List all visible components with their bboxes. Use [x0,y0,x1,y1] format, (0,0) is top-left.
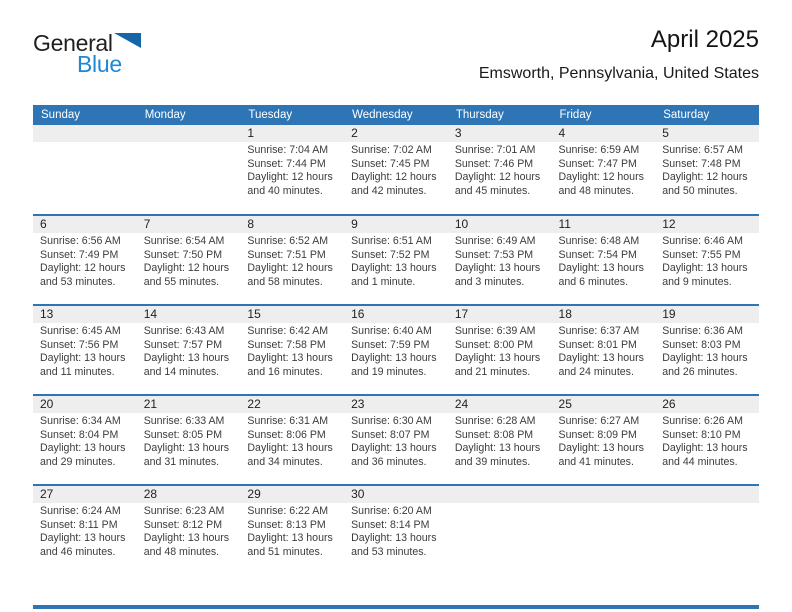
day-number: 9 [351,217,358,231]
day-number: 16 [351,307,365,321]
general-blue-logo [33,30,141,78]
daylight-text-line1: Daylight: 13 hours [662,352,748,365]
day-cell-9 [344,215,448,305]
week-row-3 [33,305,759,395]
daylight-text-line1: Daylight: 13 hours [247,352,333,365]
day-cell-13 [33,305,137,395]
sunrise-text: Sunrise: 6:52 AM [247,235,329,247]
day-number: 25 [558,397,572,411]
day-number-strip [33,486,137,503]
daylight-text-line2: and 34 minutes. [247,455,323,468]
sunset-text: Sunset: 7:51 PM [247,248,326,261]
sunrise-text: Sunrise: 6:26 AM [662,415,743,427]
day-details [240,503,344,559]
daylight-text-line1: Daylight: 12 hours [558,171,644,184]
day-cell-19 [655,305,759,395]
sunset-text: Sunset: 8:01 PM [558,338,637,351]
daylight-text-line1: Daylight: 13 hours [143,442,230,455]
day-number-strip [344,486,448,503]
day-number-strip [655,396,759,413]
day-number: 10 [454,217,469,231]
daylight-text-line1: Daylight: 12 hours [143,262,230,275]
daylight-text-line1: Daylight: 12 hours [662,171,748,184]
sunrise-text: Sunrise: 6:33 AM [143,415,225,427]
day-number-strip [240,486,344,503]
sunrise-text: Sunrise: 6:42 AM [247,325,329,337]
weekday-header-monday: Monday [137,105,241,125]
sunset-text: Sunset: 8:11 PM [40,518,118,531]
day-details [655,413,759,469]
page-title: April 2025 [650,26,759,53]
day-cell-28 [137,485,241,575]
weekday-header-row [33,105,759,125]
sunrise-text: Sunrise: 6:46 AM [662,235,743,247]
day-cell-29 [240,485,344,575]
day-details [448,323,552,379]
sunrise-text: Sunrise: 6:20 AM [351,505,432,517]
weekday-header-thursday: Thursday [448,105,552,125]
sunrise-text: Sunrise: 7:01 AM [454,144,536,156]
daylight-text-line1: Daylight: 13 hours [351,532,437,545]
day-cell-17 [448,305,552,395]
day-cell-7 [137,215,241,305]
week-row-2 [33,215,759,305]
day-details [33,323,137,379]
sunrise-text: Sunrise: 6:36 AM [662,325,743,337]
daylight-text-line1: Daylight: 12 hours [247,171,333,184]
daylight-text-line2: and 53 minutes. [351,545,427,558]
day-number-strip [552,125,656,142]
day-number-strip [344,125,448,142]
day-number-strip [344,306,448,323]
sunset-text: Sunset: 7:45 PM [351,157,430,170]
day-number-strip [448,125,552,142]
daylight-text-line2: and 41 minutes. [558,455,634,468]
sunrise-text: Sunrise: 6:56 AM [40,235,121,247]
day-number: 15 [247,307,261,321]
day-number-strip [33,125,137,142]
sunrise-text: Sunrise: 6:49 AM [454,235,536,247]
daylight-text-line2: and 48 minutes. [558,184,634,197]
sunrise-text: Sunrise: 7:04 AM [247,144,329,156]
day-number-strip [137,486,241,503]
day-number-strip [137,216,241,233]
day-number: 19 [662,307,676,321]
day-details [552,142,656,198]
sunset-text: Sunset: 7:54 PM [558,248,637,261]
sunset-text: Sunset: 8:09 PM [558,428,637,441]
daylight-text-line1: Daylight: 13 hours [454,262,541,275]
daylight-text-line2: and 46 minutes. [40,545,116,558]
sunset-text: Sunset: 8:08 PM [454,428,534,441]
page-header [33,26,759,98]
day-number: 7 [143,217,151,231]
sunset-text: Sunset: 7:47 PM [558,157,637,170]
day-details [655,142,759,198]
daylight-text-line1: Daylight: 13 hours [40,352,126,365]
day-details [655,233,759,289]
day-number-strip [137,125,241,142]
sunset-text: Sunset: 8:10 PM [662,428,741,441]
daylight-text-line2: and 48 minutes. [143,545,220,558]
day-details [448,233,552,289]
daylight-text-line2: and 36 minutes. [351,455,427,468]
empty-day-cell [137,125,241,215]
sunset-text: Sunset: 7:55 PM [662,248,741,261]
weekday-header-saturday: Saturday [655,105,759,125]
day-number: 14 [143,307,158,321]
day-number-strip [552,486,656,503]
daylight-text-line1: Daylight: 13 hours [662,262,748,275]
day-cell-27 [33,485,137,575]
day-details [240,323,344,379]
day-details [552,413,656,469]
week-row-5 [33,485,759,575]
day-cell-18 [552,305,656,395]
day-cell-5 [655,125,759,215]
sunrise-text: Sunrise: 7:02 AM [351,144,432,156]
sunset-text: Sunset: 7:56 PM [40,338,119,351]
calendar-body [33,125,759,575]
day-number: 13 [40,307,54,321]
daylight-text-line2: and 29 minutes. [40,455,116,468]
daylight-text-line2: and 6 minutes. [558,275,629,288]
empty-day-cell [655,485,759,575]
daylight-text-line2: and 50 minutes. [662,184,738,197]
sunset-text: Sunset: 7:49 PM [40,248,119,261]
daylight-text-line2: and 44 minutes. [662,455,738,468]
week-row-1 [33,125,759,215]
daylight-text-line1: Daylight: 13 hours [40,442,126,455]
sunset-text: Sunset: 8:00 PM [454,338,534,351]
day-number-strip [240,216,344,233]
day-number-strip [344,216,448,233]
calendar-table [33,105,759,575]
day-cell-25 [552,395,656,485]
sunrise-text: Sunrise: 6:24 AM [40,505,121,517]
day-number-strip [448,306,552,323]
day-cell-3 [448,125,552,215]
sunrise-text: Sunrise: 6:40 AM [351,325,432,337]
day-cell-11 [552,215,656,305]
daylight-text-line1: Daylight: 13 hours [351,352,437,365]
day-details [344,503,448,559]
sunset-text: Sunset: 7:53 PM [454,248,534,261]
day-number-strip [240,396,344,413]
logo-triangle-icon [114,33,141,53]
daylight-text-line2: and 40 minutes. [247,184,323,197]
daylight-text-line1: Daylight: 13 hours [454,442,541,455]
day-number-strip [137,306,241,323]
daylight-text-line2: and 21 minutes. [454,365,531,378]
daylight-text-line1: Daylight: 13 hours [247,442,333,455]
day-number: 22 [247,397,261,411]
day-details [448,142,552,198]
sunrise-text: Sunrise: 6:23 AM [143,505,225,517]
sunrise-text: Sunrise: 6:28 AM [454,415,536,427]
day-number-strip [448,216,552,233]
sunrise-text: Sunrise: 6:37 AM [558,325,640,337]
day-cell-4 [552,125,656,215]
sunset-text: Sunset: 7:50 PM [143,248,223,261]
day-number: 24 [454,397,469,411]
daylight-text-line2: and 26 minutes. [662,365,738,378]
daylight-text-line2: and 16 minutes. [247,365,323,378]
sunset-text: Sunset: 7:57 PM [143,338,223,351]
day-number-strip [552,396,656,413]
day-number-strip [655,216,759,233]
day-number-strip [552,306,656,323]
daylight-text-line1: Daylight: 12 hours [454,171,541,184]
day-cell-20 [33,395,137,485]
day-details [240,413,344,469]
daylight-text-line2: and 11 minutes. [40,365,115,378]
day-details [552,233,656,289]
sunrise-text: Sunrise: 6:43 AM [143,325,225,337]
daylight-text-line1: Daylight: 13 hours [351,442,437,455]
day-details [137,233,241,289]
daylight-text-line1: Daylight: 13 hours [558,442,644,455]
day-cell-10 [448,215,552,305]
day-cell-8 [240,215,344,305]
sunrise-text: Sunrise: 6:51 AM [351,235,432,247]
daylight-text-line1: Daylight: 13 hours [40,532,126,545]
day-cell-23 [344,395,448,485]
day-number-strip [655,306,759,323]
daylight-text-line2: and 53 minutes. [40,275,116,288]
day-details [344,142,448,198]
day-number: 5 [662,126,669,140]
day-number-strip [137,396,241,413]
daylight-text-line2: and 42 minutes. [351,184,427,197]
sunset-text: Sunset: 8:12 PM [143,518,223,531]
day-cell-26 [655,395,759,485]
day-cell-16 [344,305,448,395]
sunset-text: Sunset: 8:07 PM [351,428,430,441]
sunset-text: Sunset: 8:06 PM [247,428,326,441]
day-details [655,323,759,379]
day-number: 30 [351,487,365,501]
sunset-text: Sunset: 7:48 PM [662,157,741,170]
day-number-strip [552,216,656,233]
sunrise-text: Sunrise: 6:57 AM [662,144,743,156]
day-details [344,323,448,379]
sunrise-text: Sunrise: 6:27 AM [558,415,640,427]
day-number: 1 [247,126,255,140]
daylight-text-line2: and 39 minutes. [454,455,531,468]
day-number: 12 [662,217,676,231]
day-number-strip [240,306,344,323]
day-details [137,503,241,559]
day-cell-2 [344,125,448,215]
day-cell-1 [240,125,344,215]
day-number: 11 [558,217,571,231]
sunrise-text: Sunrise: 6:48 AM [558,235,640,247]
empty-day-cell [552,485,656,575]
sunrise-text: Sunrise: 6:30 AM [351,415,432,427]
day-number-strip [33,396,137,413]
logo-text-blue: Blue [77,51,122,77]
sunrise-text: Sunrise: 6:59 AM [558,144,640,156]
sunrise-text: Sunrise: 6:54 AM [143,235,225,247]
day-number-strip [344,396,448,413]
day-number-strip [655,125,759,142]
day-details [33,233,137,289]
day-number: 27 [40,487,54,501]
day-cell-6 [33,215,137,305]
day-details [344,413,448,469]
day-number: 3 [454,126,462,140]
daylight-text-line2: and 58 minutes. [247,275,323,288]
daylight-text-line1: Daylight: 12 hours [40,262,126,275]
day-details [33,503,137,559]
daylight-text-line2: and 1 minute. [351,275,416,288]
location-subtitle: Emsworth, Pennsylvania, United States [478,65,759,82]
week-row-4 [33,395,759,485]
weekday-header-friday: Friday [552,105,656,125]
logo-text-general: General [33,30,113,56]
day-cell-15 [240,305,344,395]
title-block [479,26,759,83]
day-number: 4 [558,126,566,140]
daylight-text-line1: Daylight: 13 hours [558,352,644,365]
day-details [240,142,344,198]
day-cell-12 [655,215,759,305]
daylight-text-line2: and 45 minutes. [454,184,531,197]
daylight-text-line1: Daylight: 13 hours [454,352,541,365]
daylight-text-line1: Daylight: 13 hours [143,532,230,545]
sunrise-text: Sunrise: 6:45 AM [40,325,121,337]
day-number: 21 [143,397,158,411]
day-details [137,323,241,379]
day-number: 6 [40,217,47,231]
day-number: 23 [351,397,365,411]
day-cell-21 [137,395,241,485]
daylight-text-line1: Daylight: 13 hours [662,442,748,455]
empty-day-cell [33,125,137,215]
daylight-text-line2: and 55 minutes. [143,275,220,288]
day-details [344,233,448,289]
day-cell-14 [137,305,241,395]
daylight-text-line2: and 31 minutes. [143,455,220,468]
daylight-text-line2: and 14 minutes. [143,365,220,378]
sunset-text: Sunset: 8:05 PM [143,428,223,441]
daylight-text-line2: and 51 minutes. [247,545,323,558]
day-details [33,413,137,469]
day-details [240,233,344,289]
day-number: 29 [247,487,261,501]
day-details [448,413,552,469]
sunrise-text: Sunrise: 6:22 AM [247,505,329,517]
day-number: 2 [351,126,358,140]
sunset-text: Sunset: 8:13 PM [247,518,326,531]
daylight-text-line2: and 9 minutes. [662,275,732,288]
daylight-text-line2: and 24 minutes. [558,365,634,378]
sunrise-text: Sunrise: 6:31 AM [247,415,329,427]
day-cell-24 [448,395,552,485]
day-cell-22 [240,395,344,485]
sunset-text: Sunset: 7:44 PM [247,157,326,170]
daylight-text-line1: Daylight: 13 hours [351,262,437,275]
sunrise-text: Sunrise: 6:34 AM [40,415,121,427]
day-number-strip [448,486,552,503]
sunset-text: Sunset: 7:58 PM [247,338,326,351]
weekday-header-sunday: Sunday [33,105,137,125]
sunset-text: Sunset: 7:52 PM [351,248,430,261]
sunset-text: Sunset: 8:03 PM [662,338,741,351]
daylight-text-line1: Daylight: 12 hours [247,262,333,275]
day-number: 17 [454,307,469,321]
sunset-text: Sunset: 8:04 PM [40,428,119,441]
daylight-text-line1: Daylight: 13 hours [247,532,333,545]
daylight-text-line1: Daylight: 13 hours [143,352,230,365]
sunrise-text: Sunrise: 6:39 AM [454,325,536,337]
day-number: 20 [40,397,54,411]
day-details [552,323,656,379]
sunset-text: Sunset: 8:14 PM [351,518,430,531]
day-number: 28 [143,487,158,501]
day-number-strip [33,216,137,233]
day-number-strip [448,396,552,413]
day-number: 8 [247,217,255,231]
day-details [137,413,241,469]
day-number-strip [33,306,137,323]
daylight-text-line1: Daylight: 13 hours [558,262,644,275]
day-number-strip [240,125,344,142]
day-number: 26 [662,397,676,411]
daylight-text-line2: and 3 minutes. [454,275,525,288]
daylight-text-line1: Daylight: 12 hours [351,171,437,184]
day-number: 18 [558,307,572,321]
day-cell-30 [344,485,448,575]
weekday-header-tuesday: Tuesday [240,105,344,125]
daylight-text-line2: and 19 minutes. [351,365,427,378]
sunset-text: Sunset: 7:59 PM [351,338,430,351]
footer-bar [33,605,759,609]
sunset-text: Sunset: 7:46 PM [454,157,534,170]
empty-day-cell [448,485,552,575]
day-number-strip [655,486,759,503]
weekday-header-wednesday: Wednesday [344,105,448,125]
